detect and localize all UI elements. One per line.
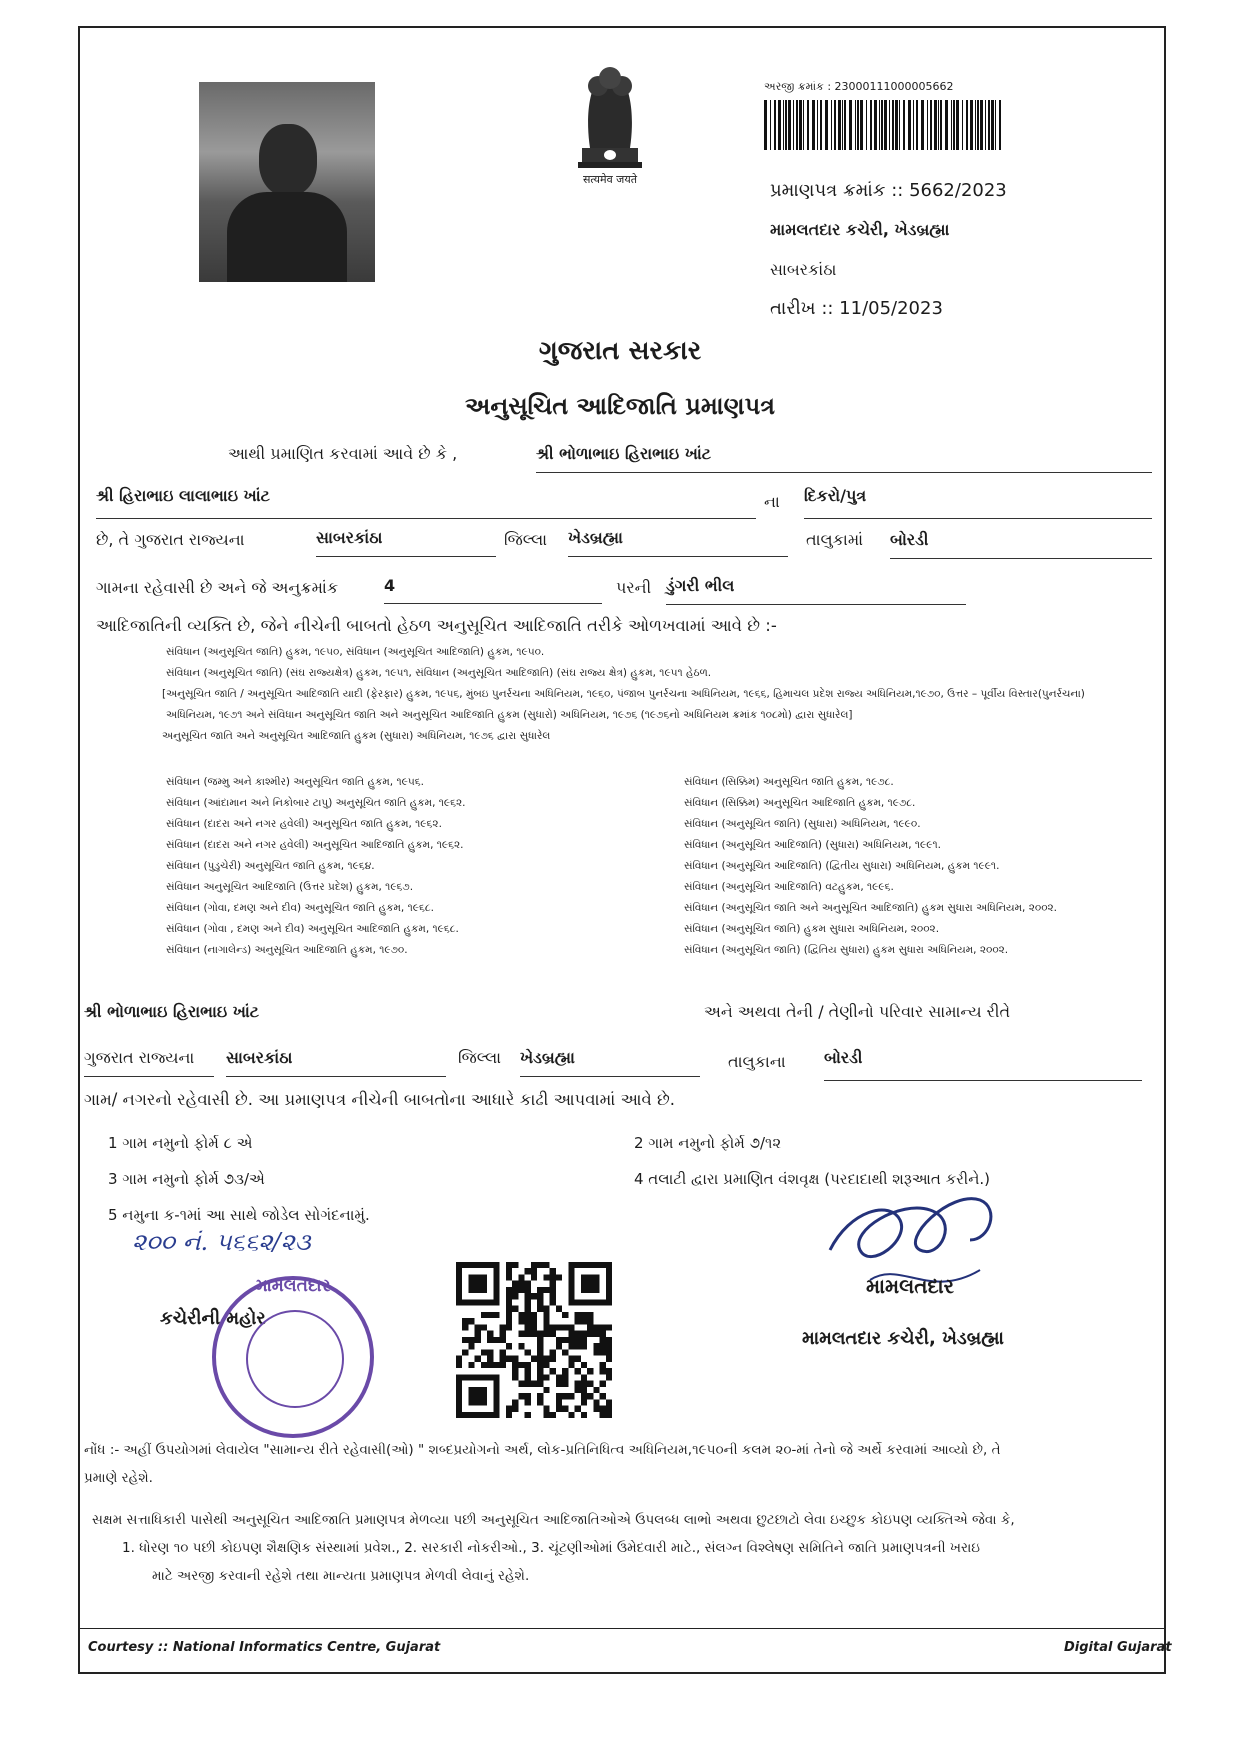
- parni-text: પરની: [616, 578, 652, 597]
- certify-text: આથી પ્રમાણિત કરવામાં આવે છે કે ,: [228, 444, 458, 463]
- signatory-title: મામલતદાર: [866, 1274, 954, 1298]
- resident-text: ગામના રહેવાસી છે અને જે અનુક્રમાંક: [96, 578, 339, 597]
- certificate-title: અનુસૂચિત આદિજાતિ પ્રમાણપત્ર: [465, 392, 775, 420]
- footer-divider: [80, 1628, 1166, 1629]
- order-item: સંવિધાન (પુડુચેરી) અનુસૂચિત જાતિ હુકમ, ૧૯૬૪.: [166, 860, 375, 872]
- residence-state-text: ગુજરાત રાજ્યના: [84, 1048, 214, 1077]
- serial-number: 4: [384, 576, 602, 604]
- order-item: સંવિધાન (દાદરા અને નગર હવેલી) અનુસૂચિત આદિજાતિ હુકમ, ૧૯૬૨.: [166, 839, 464, 851]
- na-text: ના: [764, 492, 780, 511]
- document-item: 1 ગામ નમુનો ફોર્મ ૮ એ: [108, 1134, 253, 1152]
- order-item: સંવિધાન (અનુસૂચિત આદિજાતિ) (દ્વિતીય સુધારા) અધિનિયમ, હુકમ ૧૯૯૧.: [684, 860, 1000, 872]
- order-item: સંવિધાન (અનુસૂચિત આદિજાતિ) વટહુકમ, ૧૯૯૬.: [684, 881, 894, 893]
- relation: દિકરો/પુત્ર: [804, 486, 1152, 519]
- document-item: 2 ગામ નમુનો ફોર્મ ૭/૧૨: [634, 1134, 782, 1152]
- orders-right: [684, 772, 1154, 961]
- basis-text: ગામ/ નગરનો રહેવાસી છે. આ પ્રમાણપત્ર નીચેની બાબતોના આધારે કાઢી આપવામાં આવે છે.: [84, 1090, 676, 1109]
- certificate-number: પ્રમાણપત્ર ક્રમાંક :: 5662/2023: [770, 180, 1007, 201]
- office-name: મામલતદાર કચેરી, ખેડબ્રહ્મા: [770, 220, 950, 239]
- seal-inner-ring: [246, 1310, 344, 1408]
- handwritten-note: ૨૦૦ નં. ૫૬૬૨/૨૩: [132, 1228, 311, 1256]
- residence-district: સાબરકાંઠા: [226, 1048, 446, 1077]
- footer-courtesy: Courtesy :: National Informatics Centre, Gujarat: [88, 1640, 441, 1655]
- recognized-text: આદિજાતિની વ્યક્તિ છે, જેને નીચેની બાબતો હેઠળ અનુસૂચિત આદિજાતિ તરીકે ઓળખવામાં આવે છે :-: [96, 616, 777, 635]
- order-item: સંવિધાન (અનુસૂચિત આદિજાતિ) (સુધારા) અધિનિયમ, ૧૯૯૧.: [684, 839, 941, 851]
- application-number: અરજી ક્રમાંક : 23000111000005662: [764, 80, 954, 93]
- order-item: સંવિધાન (અનુસૂચિત જાતિ અને અનુસૂચિત આદિજાતિ) હુકમ સુધારા અધિનિયમ, ૨૦૦૨.: [684, 902, 1058, 914]
- office-district: સાબરકાંઠા: [770, 260, 837, 279]
- document-item: 4 તલાટી દ્વારા પ્રમાણિત વંશવૃક્ષ (પરદાદાથી શરૂઆત કરીને.): [634, 1170, 991, 1188]
- note-residence: [84, 1436, 1164, 1492]
- order-item: સંવિધાન (દાદરા અને નગર હવેલી) અનુસૂચિત જાતિ હુકમ, ૧૯૬૨.: [166, 818, 442, 830]
- applicant-photo: [199, 82, 375, 282]
- qr-code: [456, 1262, 612, 1418]
- note-line: માટે અરજી કરવાની રહેશે તથા માન્યતા પ્રમાણપત્ર મેળવી લેવાનું રહેશે.: [152, 1568, 530, 1584]
- legal-ref: [અનુસૂચિત જાતિ / અનુસૂચિત આદિજાતિ યાદી (ફેરફાર) હુકમ, ૧૯૫૬, મુંબઇ પુનર્રચના અધિનિયમ, ૧૯૬૦, પંજાબ પુનર્રચના અધિનિયમ, ૧૯૬૬, હિમાચલ પ્રદેશ રાજ્ય અધિનિયમ,૧૯૭૦, ઉત્તર – પૂર્વીય વિસ્તાર(પુનર્રચના): [162, 688, 1085, 700]
- taluka-value: ખેડબ્રહ્મા: [568, 528, 788, 557]
- residence-taluka: ખેડબ્રહ્મા: [520, 1048, 700, 1077]
- document-item: 3 ગામ નમુનો ફોર્મ ૭૩/એ: [108, 1170, 265, 1188]
- photo-body: [227, 192, 347, 282]
- district-value: સાબરકાંઠા: [316, 528, 496, 557]
- jilla-label: જિલ્લા: [504, 530, 548, 549]
- residence-village: બોરડી: [824, 1048, 1142, 1081]
- legal-ref: સંવિધાન (અનુસૂચિત જાતિ) (સંઘ રાજ્યક્ષેત્ર) હુકમ, ૧૯૫૧, સંવિધાન (અનુસૂચિત આદિજાતિ) (સંઘ રાજ્ય ક્ષેત્ર) હુકમ, ૧૯૫૧ હેઠળ.: [166, 667, 712, 679]
- order-item: સંવિધાન (અનુસૂચિત જાતિ) (સુધારા) અધિનિયમ, ૧૯૯૦.: [684, 818, 921, 830]
- legal-references: [162, 642, 1126, 747]
- state-text: છે, તે ગુજરાત રાજ્યના: [96, 530, 245, 549]
- note-line: પ્રમાણે રહેશે.: [84, 1470, 153, 1486]
- order-item: સંવિધાન (સિક્કિમ) અનુસૂચિત આદિજાતિ હુકમ, ૧૯૭૮.: [684, 797, 916, 809]
- note-line: 1. ધોરણ ૧૦ પછી કોઇપણ શૈક્ષણિક સંસ્થામાં પ્રવેશ., 2. સરકારી નોકરીઓ., 3. ચૂંટણીઓમાં ઉમેદવારી માટે., સંલગ્ન વિશ્લેષણ સમિતિને જાતિ પ્રમાણપત્રની ખરાઇ: [122, 1540, 980, 1556]
- legal-ref: સંવિધાન (અનુસૂચિત જાતિ) હુકમ, ૧૯૫૦, સંવિધાન (અનુસૂચિત આદિજાતિ) હુકમ, ૧૯૫૦.: [166, 646, 545, 658]
- order-item: સંવિધાન અનુસૂચિત આદિજાતિ (ઉત્તર પ્રદેશ) હુકમ, ૧૯૬૭.: [166, 881, 414, 893]
- document-item: 5 નમુના ક-૧માં આ સાથે જોડેલ સોગંદનામું.: [108, 1206, 370, 1224]
- order-item: સંવિધાન (સિક્કિમ) અનુસૂચિત જાતિ હુકમ, ૧૯૭૮.: [684, 776, 894, 788]
- order-item: સંવિધાન (ગોવા , દમણ અને દીવ) અનુસૂચિત આદિજાતિ હુકમ, ૧૯૬૮.: [166, 923, 459, 935]
- legal-ref: અધિનિયમ, ૧૯૭૧ અને સંવિધાન અનુસૂચિત જાતિ અને અનુસૂચિત આદિજાતિ હુકમ (સુધારો) અધિનિયમ, ૧૯૭૬ (૧૯૭૬નો અધિનિયમ ક્રમાંક ૧૦૮મો) દ્વારા સુધારેલ]: [166, 709, 853, 721]
- footer-brand: Digital Gujarat: [1064, 1640, 1172, 1655]
- residence-jilla: જિલ્લા: [458, 1048, 502, 1067]
- order-item: સંવિધાન (અનુસૂચિત જાતિ) હુકમ સુધારા અધિનિયમ, ૨૦૦૨.: [684, 923, 940, 935]
- family-text: અને અથવા તેની / તેણીનો પરિવાર સામાન્ય રીતે: [704, 1002, 1011, 1021]
- order-item: સંવિધાન (જમ્મુ અને કાશ્મીર) અનુસૂચિત જાતિ હુકમ, ૧૯૫૬.: [166, 776, 424, 788]
- signatory-office: મામલતદાર કચેરી, ખેડબ્રહ્મા: [802, 1328, 1004, 1349]
- order-item: સંવિધાન (ગોવા, દમણ અને દીવ) અનુસૂચિત જાતિ હુકમ, ૧૯૬૮.: [166, 902, 434, 914]
- note-benefits: [92, 1506, 1162, 1590]
- emblem-motto: सत्यमेव जयते: [582, 173, 637, 186]
- barcode: [764, 100, 1004, 150]
- order-item: સંવિધાન (આંદામાન અને નિકોબાર ટાપુ) અનુસૂચિત જાતિ હુકમ, ૧૯૬૨.: [166, 797, 466, 809]
- father-name: શ્રી હિરાભાઇ લાલાભાઇ ખાંટ: [96, 486, 756, 519]
- village-value: બોરડી: [890, 530, 1152, 559]
- order-item: સંવિધાન (નાગાલેન્ડ) અનુસૂચિત આદિજાતિ હુકમ, ૧૯૭૦.: [166, 944, 408, 956]
- seal-label: કચેરીની મહોર: [160, 1308, 266, 1329]
- certificate-date: તારીખ :: 11/05/2023: [770, 298, 943, 319]
- office-seal-stamp: [212, 1276, 374, 1438]
- residence-person-name: શ્રી ભોળાભાઇ હિરાભાઇ ખાંટ: [84, 1002, 260, 1021]
- talukama-label: તાલુકામાં: [806, 530, 864, 549]
- person-name: શ્રી ભોળાભાઇ હિરાભાઇ ખાંટ: [536, 444, 1152, 473]
- orders-left: [166, 772, 636, 961]
- legal-ref: અનુસૂચિત જાતિ અને અનુસૂચિત આદિજાતિ હુકમ (સુધારા) અધિનિયમ, ૧૯૭૬ દ્વારા સુધારેલ: [162, 730, 551, 742]
- note-line: સક્ષમ સત્તાધિકારી પાસેથી અનુસૂચિત આદિજાતિ પ્રમાણપત્ર મેળવ્યા પછી અનુસૂચિત આદિજાતિઓએ ઉપલબ્ધ લાભો અથવા છુટછાટો લેવા ઇચ્છુક કોઇપણ વ્યક્તિએ જેવા કે,: [92, 1512, 1015, 1528]
- residence-talukana: તાલુકાના: [728, 1052, 786, 1071]
- state-emblem-icon: [560, 52, 660, 192]
- note-line: નોંધ :- અહીં ઉપયોગમાં લેવાયેલ "સામાન્ય રીતે રહેવાસી(ઓ) " શબ્દપ્રયોગનો અર્થ, લોક-પ્રતિનિધિત્વ અધિનિયમ,૧૯૫૦ની કલમ ૨૦-માં તેનો જે અર્થે કરવામાં આવ્યો છે, તે: [84, 1442, 1001, 1458]
- tribe-name: ડુંગરી ભીલ: [666, 576, 966, 605]
- govt-title: ગુજરાત સરકાર: [538, 336, 702, 366]
- photo-head: [259, 124, 317, 196]
- order-item: સંવિધાન (અનુસૂચિત જાતિ) (દ્વિતિય સુધારા) હુકમ સુધારા અધિનિયમ, ૨૦૦૨.: [684, 944, 1009, 956]
- seal-text: મામલતદાર: [255, 1276, 331, 1296]
